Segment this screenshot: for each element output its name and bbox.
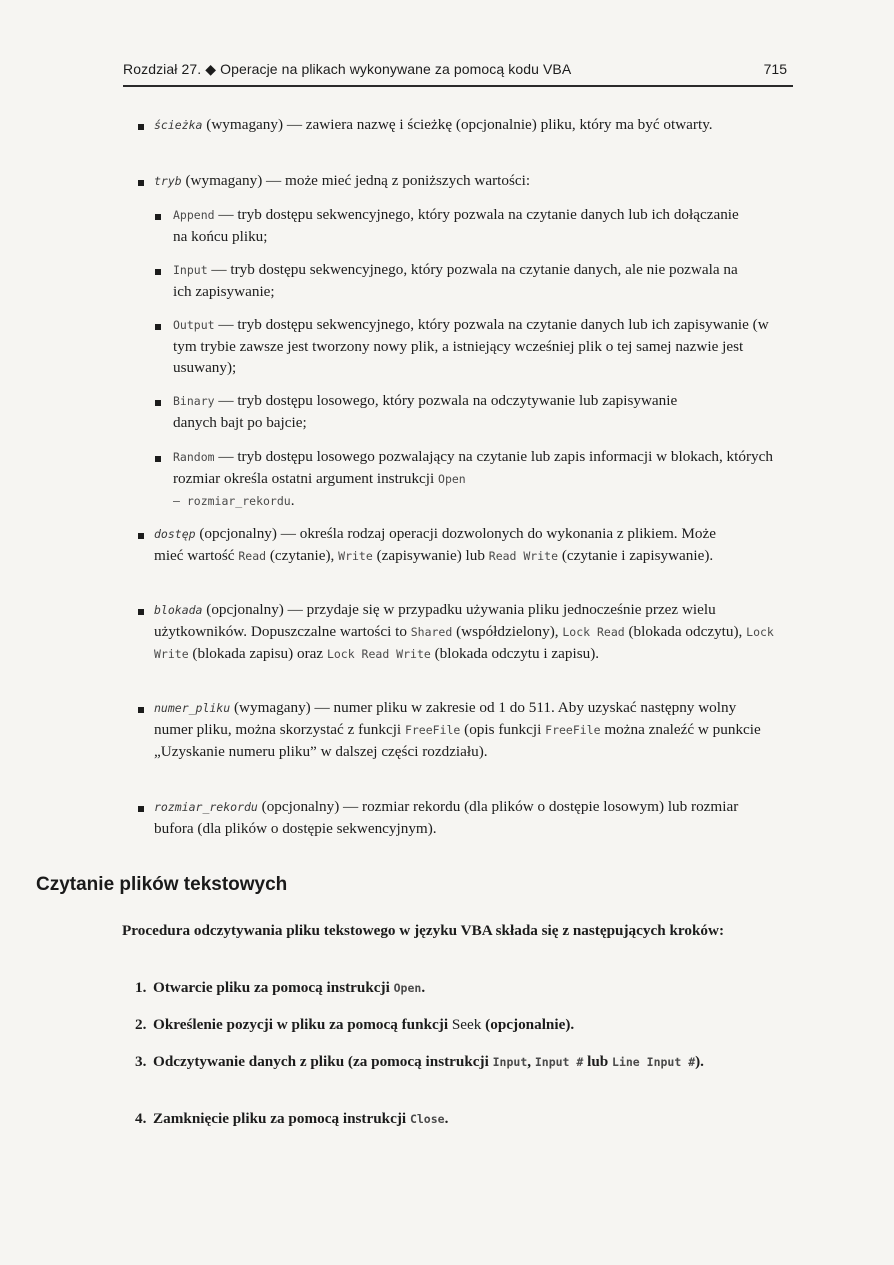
step-number: 4. — [135, 1110, 147, 1127]
item-text: — tryb dostępu sekwencyjnego, który pozwala na czytanie danych, ale nie pozwala na ich zapisywanie; — [173, 261, 738, 300]
item-text: (wymagany) — może mieć jedną z poniższych wartości: — [181, 172, 531, 189]
item-text: (współdzielony), — [452, 623, 563, 640]
item-text: można znaleźć w punkcie „Uzyskanie numeru pliku” w dalszej części rozdziału). — [154, 721, 761, 760]
code-rozmiar-rekordu: — rozmiar_rekordu — [173, 494, 291, 508]
list-item-random — [173, 446, 783, 512]
term-label: Output — [173, 318, 215, 332]
item-text: — tryb dostępu sekwencyjnego, który pozwala na czytanie danych lub ich zapisywanie (w tym trybie zawsze jest tworzony nowy plik, a istniejący wcześniej plik o tej samej nazwie jest usuwany); — [173, 316, 769, 376]
bullet-marker — [138, 609, 144, 615]
term-label: tryb — [154, 174, 182, 188]
item-text: — tryb dostępu losowego, który pozwala na odczytywanie lub zapisywanie danych bajt po bajcie; — [173, 392, 678, 431]
code-shared: Shared — [410, 625, 453, 639]
code-input-hash: Input # — [534, 1055, 584, 1069]
item-text: (czytanie i zapisywanie). — [558, 547, 714, 564]
list-item-sciezka — [154, 114, 754, 136]
code-lock-write: Lock Write — [154, 625, 774, 661]
step-text-end: . — [421, 979, 426, 996]
step-item-1 — [153, 977, 753, 999]
term-label: Random — [173, 450, 215, 464]
section-intro: Procedura odczytywania pliku tekstowego w języku VBA składa się z następujących kroków: — [122, 922, 725, 939]
code-write: Write — [338, 549, 373, 563]
term-label: rozmiar_rekordu — [154, 800, 258, 814]
code-open: Open — [393, 981, 422, 995]
code-open: Open — [438, 472, 466, 486]
bullet-marker — [138, 533, 144, 539]
bullet-marker — [155, 324, 161, 330]
code-read-write: Read Write — [488, 549, 559, 563]
item-text: (opcjonalny) — rozmiar rekordu (dla plików o dostępie losowym) lub rozmiar bufora (dla plików o dostępie sekwencyjnym). — [154, 798, 739, 837]
item-text: (blokada odczytu), — [624, 623, 747, 640]
code-freefile: FreeFile — [404, 723, 461, 737]
chapter-title: Rozdział 27. ◆ Operacje na plikach wykonywane za pomocą kodu VBA — [123, 61, 572, 77]
step-text: Zamknięcie pliku za pomocą instrukcji — [153, 1110, 410, 1127]
bullet-marker — [155, 214, 161, 220]
step-text-end: (opcjonalnie). — [481, 1016, 575, 1033]
item-text: (wymagany) — zawiera nazwę i ścieżkę (opcjonalnie) pliku, który ma być otwarty. — [202, 116, 713, 133]
bullet-marker — [155, 269, 161, 275]
list-item-tryb — [154, 170, 774, 192]
item-text: (blokada odczytu i zapisu). — [430, 645, 600, 662]
list-item-blokada — [154, 599, 774, 665]
term-label: blokada — [154, 603, 203, 617]
list-item-dostep — [154, 523, 744, 567]
code-read: Read — [238, 549, 267, 563]
bullet-marker — [155, 400, 161, 406]
item-text: — tryb dostępu losowego pozwalający na czytanie lub zapis informacji w blokach, których rozmiar określa ostatni argument instrukcji — [173, 448, 773, 487]
section-heading: Czytanie plików tekstowych — [36, 874, 288, 895]
item-text: (opcjonalny) — określa rodzaj operacji dozwolonych do wykonania z plikiem. Może mieć wartość — [154, 525, 716, 564]
item-text-end: . — [290, 492, 295, 509]
term-label: dostęp — [154, 527, 196, 541]
separator: , — [527, 1053, 535, 1070]
item-text: (czytanie), — [266, 547, 339, 564]
item-text: (wymagany) — numer pliku w zakresie od 1 do 511. Aby uzyskać następny wolny numer pliku, można skorzystać z funkcji — [154, 699, 737, 738]
step-text: Odczytywanie danych z pliku (za pomocą instrukcji — [153, 1053, 493, 1070]
code-freefile: FreeFile — [545, 723, 601, 737]
step-item-3 — [153, 1051, 743, 1073]
code-line-input-hash: Line Input # — [612, 1055, 696, 1069]
term-label: ścieżka — [154, 118, 203, 132]
code-input: Input — [492, 1055, 528, 1069]
list-item-append — [173, 204, 753, 247]
item-text: (blokada zapisu) oraz — [188, 645, 327, 662]
step-text: Określenie pozycji w pliku za pomocą funkcji — [153, 1016, 452, 1033]
list-item-rozmiar-rekordu — [154, 796, 764, 839]
step-number: 2. — [135, 1016, 147, 1033]
bullet-marker — [138, 707, 144, 713]
bullet-marker — [138, 806, 144, 812]
list-item-binary — [173, 390, 703, 433]
step-number: 1. — [135, 979, 147, 996]
step-item-4 — [153, 1108, 753, 1130]
step-text-end: ). — [695, 1053, 704, 1070]
list-item-input — [173, 259, 753, 302]
item-text: (opis funkcji — [460, 721, 546, 738]
term-label: Input — [173, 263, 208, 277]
term-label: Append — [173, 208, 215, 222]
term-label: Binary — [173, 394, 215, 408]
bullet-marker — [138, 124, 144, 130]
step-item-2 — [153, 1014, 753, 1035]
code-lock-read-write: Lock Read Write — [326, 647, 431, 661]
term-label: numer_pliku — [154, 701, 231, 715]
bullet-marker — [155, 456, 161, 462]
separator: lub — [583, 1053, 613, 1070]
list-item-numer-pliku — [154, 697, 769, 762]
step-text: Otwarcie pliku za pomocą instrukcji — [153, 979, 394, 996]
item-text: — tryb dostępu sekwencyjnego, który pozwala na czytanie danych lub ich dołączanie na końcu pliku; — [173, 206, 739, 245]
code-close: Close — [409, 1112, 445, 1126]
code-lock-read: Lock Read — [562, 625, 625, 639]
step-text-end: . — [444, 1110, 449, 1127]
step-number: 3. — [135, 1053, 147, 1070]
list-item-output — [173, 314, 773, 378]
item-text: (opcjonalny) — przydaje się w przypadku używania pliku jednocześnie przez wielu użytkowników. Dopuszczalne wartości to — [154, 601, 716, 640]
func-seek: Seek — [451, 1016, 482, 1033]
page-number: 715 — [763, 61, 787, 77]
bullet-marker — [138, 180, 144, 186]
running-header — [123, 55, 793, 87]
item-text: (zapisywanie) lub — [372, 547, 489, 564]
